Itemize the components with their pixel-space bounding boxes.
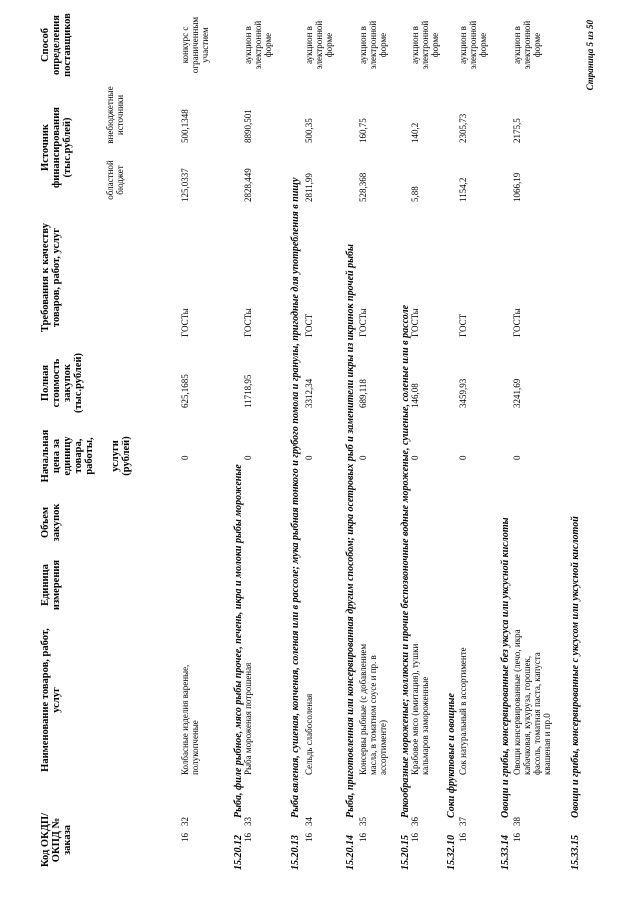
row-code-1: 16 [410, 833, 420, 842]
header-code: Код ОКДП/ ОКПД № заказа [40, 812, 73, 868]
row-regional: 125,0337 [180, 168, 190, 202]
row-method: конкурс с ограниченным участием [180, 16, 210, 74]
row-regional: 1066,19 [512, 172, 522, 202]
section-title: Рыба, приготовленная или консервированная другим способом; икра осетровых рыб и заменители икры из икринок прочей рыбы [345, 244, 356, 818]
header-unit: Единица измерения [40, 559, 62, 611]
section-code: 15.20.14 [345, 835, 356, 870]
section-code: 15.32.10 [446, 835, 457, 870]
header-source-extra: внебюджетные источники [105, 86, 125, 144]
row-code-1: 16 [358, 833, 368, 842]
row-price: 0 [512, 455, 522, 460]
row-cost: 3241,69 [512, 378, 522, 408]
row-regional: 2811,99 [304, 173, 314, 202]
row-name: Колбасные изделия вареные, полукопченые [180, 664, 200, 775]
row-code-2: 37 [458, 817, 468, 826]
header-start-price: Начальная цена за единицу товара, работы, [40, 429, 95, 483]
row-price: 0 [180, 455, 190, 460]
header-requirements: Требования к качеству товаров, работ, услуг [40, 223, 62, 333]
header-volume: Объем закупок [40, 503, 62, 542]
row-cost: 3459,93 [458, 378, 468, 408]
row-code-2: 35 [358, 817, 368, 826]
row-name: Сок натуральный в ассортименте [458, 647, 468, 775]
row-code-1: 16 [512, 833, 522, 842]
row-price: 0 [304, 455, 314, 460]
row-method: аукцион в электронной форме [358, 20, 388, 70]
row-requirements: ГОСТы [410, 308, 420, 337]
row-extra: 500,1348 [180, 109, 190, 143]
header-full-cost: Полная стоимость закупок (тыс.рублей) [40, 352, 84, 414]
row-name: Консервы рыбные (с добавлением масла, в томатном соусе и пр. в ассортименте) [358, 643, 388, 775]
row-code-1: 16 [458, 833, 468, 842]
row-name: Сельдь слабосоленая [304, 693, 314, 775]
row-extra: 160,75 [358, 118, 368, 143]
row-regional: 528,368 [358, 172, 368, 202]
section-title: Соки фруктовые и овощные [446, 693, 457, 818]
row-requirements: ГОСТ [304, 313, 314, 337]
row-price: 0 [243, 455, 253, 460]
row-name: Крабовое мясо (имитация), тушки кальмаров замороженные [410, 643, 430, 775]
section-code: 15.20.15 [400, 835, 411, 870]
row-requirements: ГОСТы [512, 308, 522, 337]
row-regional: 1154,2 [458, 177, 468, 202]
row-code-2: 36 [410, 817, 420, 826]
row-price: 0 [358, 455, 368, 460]
section-title: Ракообразные мороженые; моллюски и прочие беспозвоночные водные мороженые, сушеные, соленые или в рассоле [400, 304, 411, 818]
section-code: 15.33.14 [500, 835, 511, 870]
section-code: 15.20.13 [290, 835, 301, 870]
row-code-2: 38 [512, 817, 522, 826]
row-code-2: 34 [304, 817, 314, 826]
row-requirements: ГОСТы [358, 308, 368, 337]
row-code-2: 32 [180, 817, 190, 826]
row-cost: 625,1685 [180, 374, 190, 408]
row-code-1: 16 [304, 833, 314, 842]
section-title: Овощи и грибы, консервированные без уксуса или уксусной кислоты [500, 517, 511, 818]
row-requirements: ГОСТ [458, 313, 468, 337]
row-extra: 500,35 [304, 118, 314, 143]
row-extra: 2305,73 [458, 113, 468, 143]
section-title: Рыба, филе рыбное, мясо рыбы прочее, печень, икра и молоки рыбы мороженые [233, 464, 244, 818]
row-method: аукцион в электронной форме [304, 20, 334, 70]
page-footer: Страница 5 из 50 [585, 20, 595, 91]
row-code-1: 16 [180, 833, 190, 842]
row-method: аукцион в электронной форме [458, 20, 488, 70]
section-code: 15.20.12 [233, 835, 244, 870]
row-cost: 3312,34 [304, 378, 314, 408]
row-cost: 689,118 [358, 379, 368, 408]
row-requirements: ГОСТы [243, 308, 253, 337]
row-extra: 2175,5 [512, 118, 522, 143]
row-method: аукцион в электронной форме [410, 20, 440, 70]
row-cost: 11718,95 [243, 374, 253, 408]
row-code-2: 33 [243, 817, 253, 826]
rotated-table [40, 13, 600, 870]
section-title: Овощи и грибы, консервированные с уксусом или уксусной кислотой [570, 516, 581, 818]
header-method: Способ определения поставщиков [40, 13, 73, 77]
row-regional: 2828,449 [243, 168, 253, 202]
section-code: 15.33.15 [570, 835, 581, 870]
row-price: 0 [410, 455, 420, 460]
row-requirements: ГОСТы [180, 308, 190, 337]
row-method: аукцион в электронной форме [243, 20, 273, 70]
row-regional: 5,88 [410, 186, 420, 202]
row-cost: 146,08 [410, 383, 420, 408]
row-extra: 140,2 [410, 122, 420, 143]
header-source-regional: областной бюджет [105, 160, 125, 200]
header-start-price-sub: услуги (рублей) [110, 436, 132, 476]
row-price: 0 [458, 455, 468, 460]
row-name: Рыба мороженая потрошеная [243, 662, 253, 775]
row-name: Овощи консервированные (лечо, икра кабачковая, кукуруза, горошек, фасоль, томатная паста, капуста квашеная и пр.0 [512, 629, 552, 775]
row-code-1: 16 [243, 833, 253, 842]
header-name: Наименование товаров, работ, услуг [40, 628, 62, 772]
header-source: Источник финансирования (тыс.рублей) [40, 107, 73, 188]
section-title: Рыба вяленая, сушеная, копченая, соленая или в рассоле; мука рыбная тонкого и грубого помола и гранулы, пригодные для употребления в пищу [290, 177, 301, 818]
row-method: аукцион в электронной форме [512, 20, 542, 70]
row-extra: 8890,501 [243, 109, 253, 143]
